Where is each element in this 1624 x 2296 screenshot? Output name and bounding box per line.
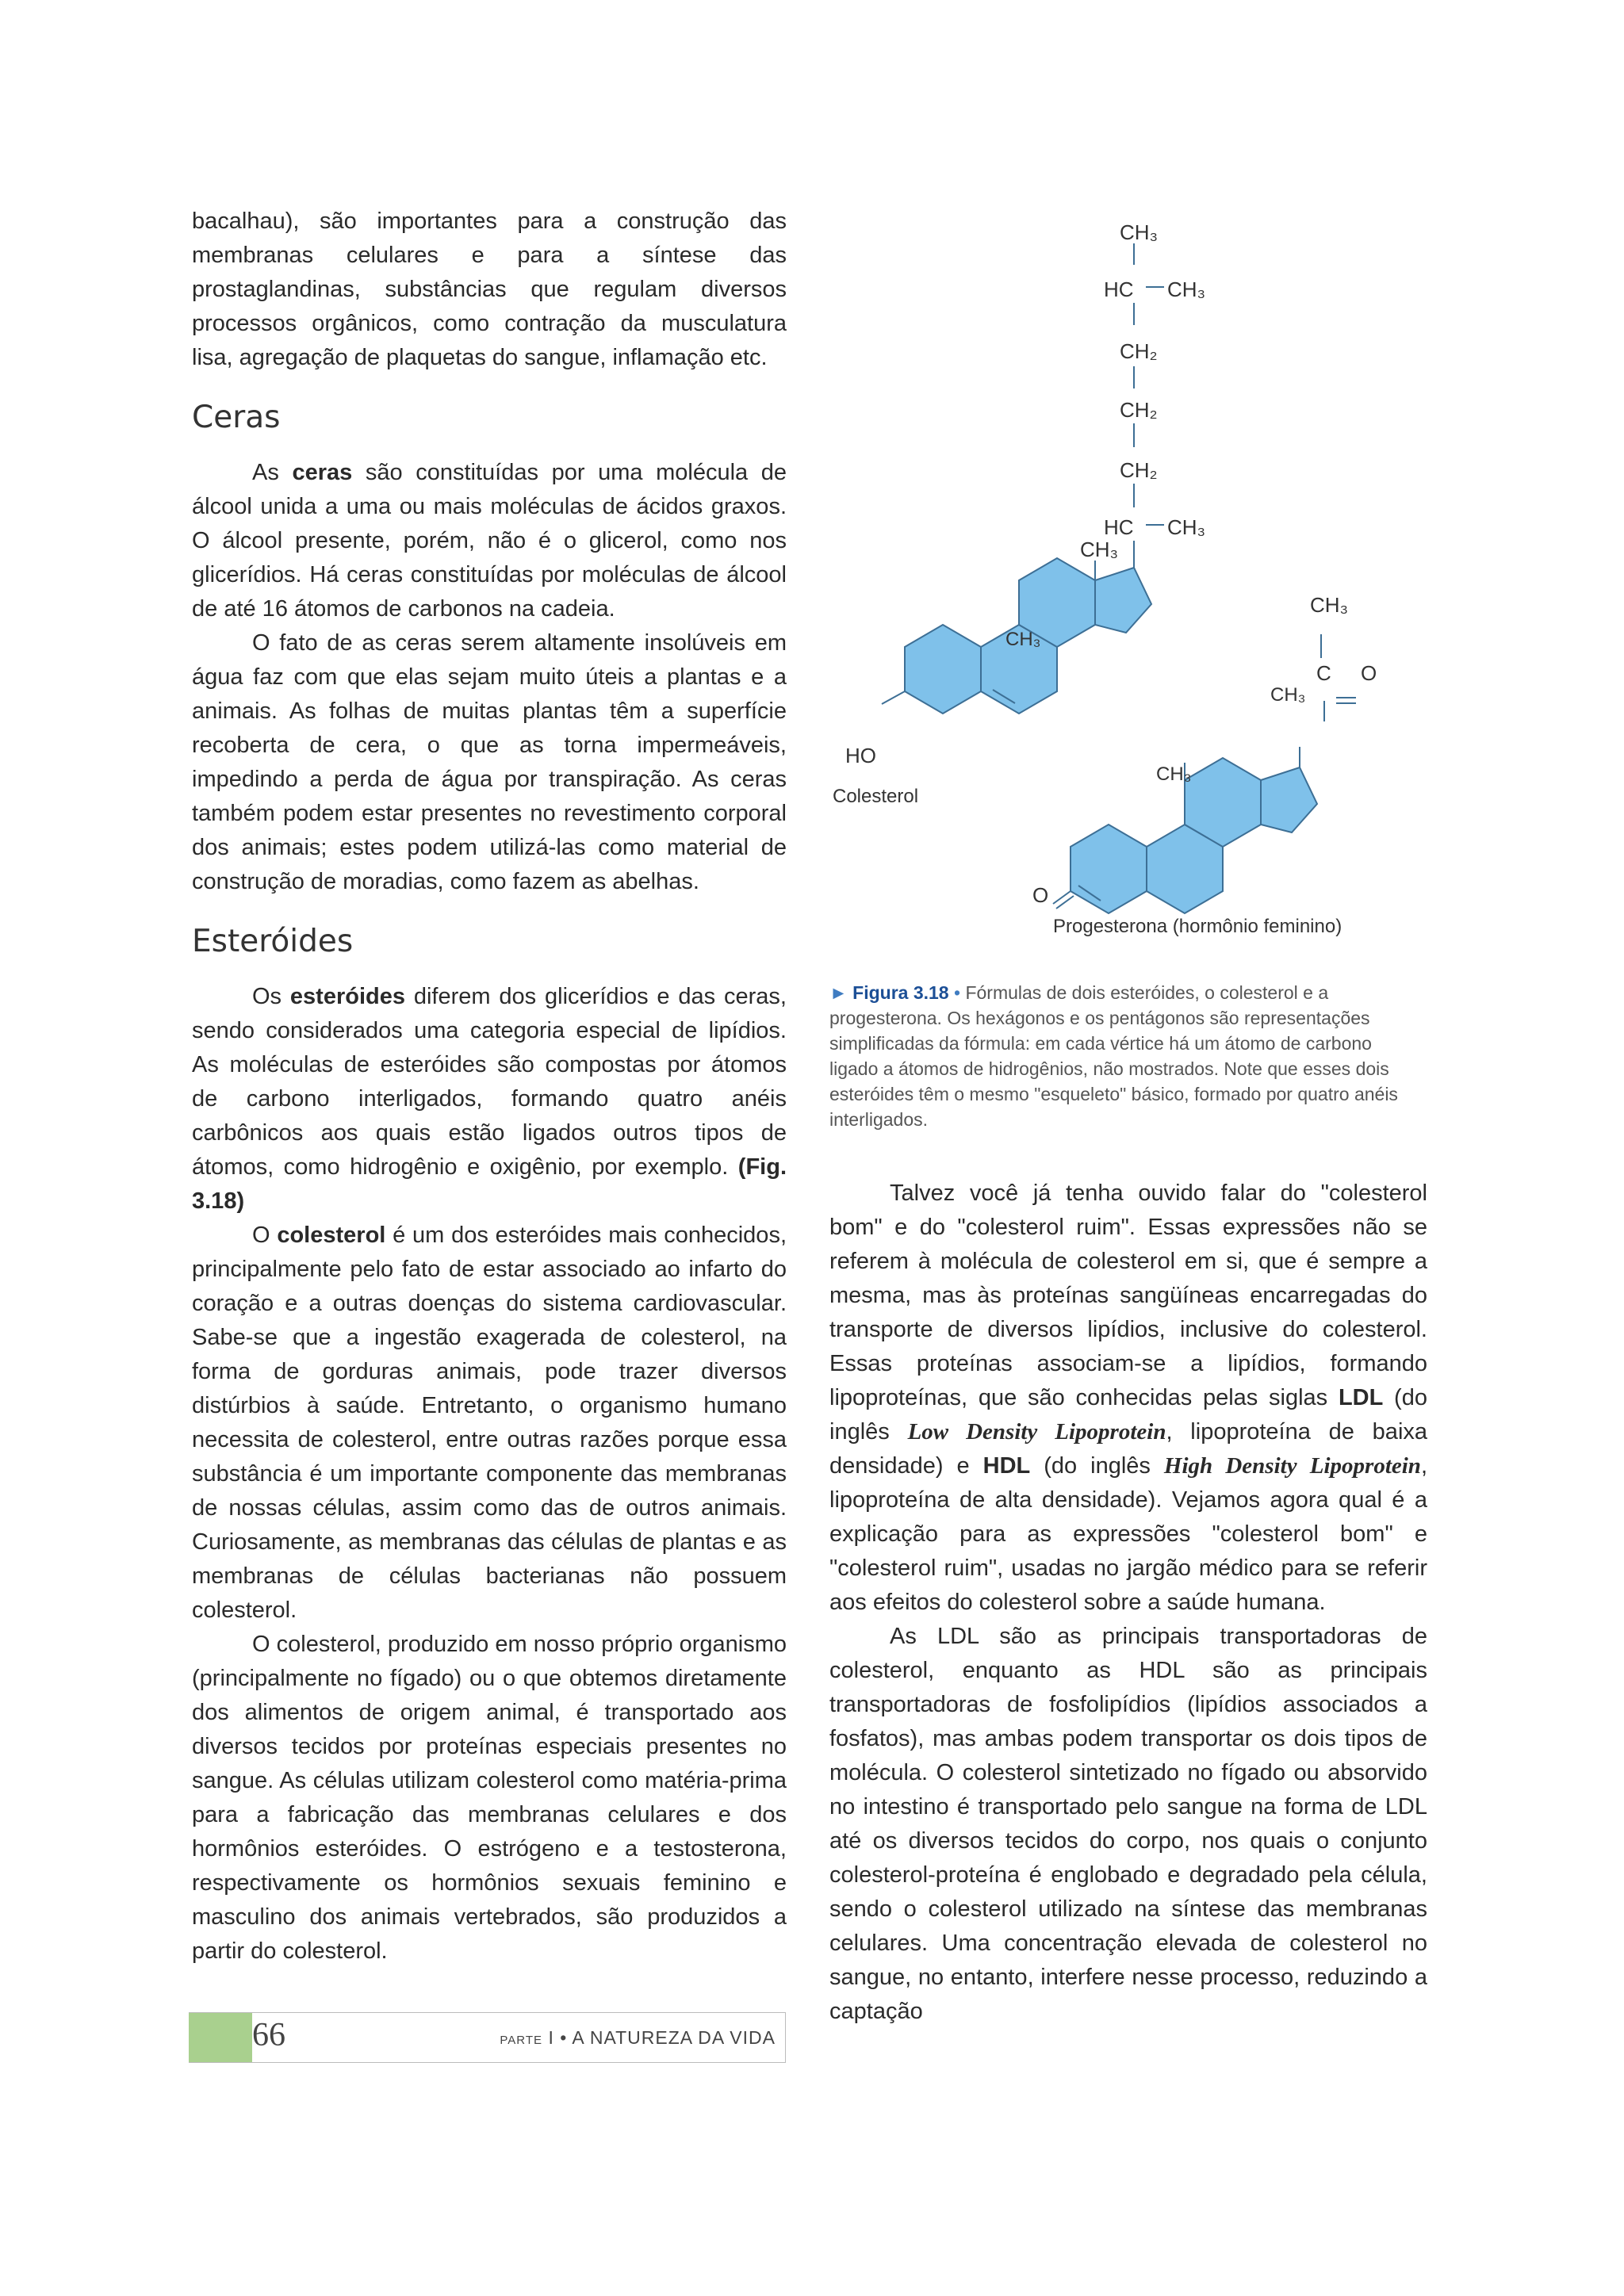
atom-o-ketone: O xyxy=(1032,883,1049,907)
atom-c-carbonyl: C xyxy=(1316,661,1331,685)
right-column xyxy=(829,1177,1427,2029)
atom-ho: HO xyxy=(845,744,876,767)
atom-ch2-2: CH₂ xyxy=(1120,398,1158,422)
atom-ch3-prog-ring-b: CH₃ xyxy=(1156,763,1192,785)
esteroides-paragraph-2: O colesterol é um dos esteróides mais conhecidos, principalmente pelo fato de estar associado ao infarto do coração e a outras doenças do sistema cardiovascular. Sabe-se que a ingestão exagerada de colesterol, na forma de gorduras animais, pode trazer diversos distúrbios à saúde. Entretanto, o organismo humano necessita de colesterol, entre outras razões porque essa substância é um importante componente das membranas de nossas células, assim como das de outros animais. Curiosamente, as membranas das células de plantas e as membranas de células bacterianas não possuem colesterol. xyxy=(192,1223,787,1623)
keyword-ceras: ceras xyxy=(292,460,353,485)
page-number-box xyxy=(189,2013,252,2062)
atom-ch2-3: CH₂ xyxy=(1120,458,1158,482)
label-colesterol: Colesterol xyxy=(833,786,919,807)
ceras-paragraph-2: O fato de as ceras serem altamente insolúveis em água faz com que elas sejam muito úteis a plantas e a animais. As folhas de muitas plantas têm a superfície recoberta de cera, o que as torna impermeáveis, impedindo a perda de água por transpiração. As ceras também podem estar presentes no revestimento corporal dos animais; estes podem utilizá-las como material de construção de moradias, como fazem as abelhas. xyxy=(192,630,787,894)
keyword-colesterol: colesterol xyxy=(277,1223,386,1248)
atom-o-carbonyl: O xyxy=(1361,661,1377,685)
caption-label: Figura 3.18 xyxy=(852,982,949,1003)
figure-caption xyxy=(829,980,1410,1132)
page-footer xyxy=(189,2012,786,2063)
abbr-hdl: HDL xyxy=(982,1453,1031,1479)
atom-ch3-ring-b: CH₃ xyxy=(1005,629,1041,650)
ceras-paragraph-1: As ceras são constituídas por uma molécula de álcool unida a uma ou mais moléculas de ácidos graxos. O álcool presente, porém, não é o glicerol, como nos glicerídios. Há ceras constituídas por moléculas de álcool de até 16 átomos de carbonos na cadeia. xyxy=(192,460,787,622)
lipoprotein-paragraph-2: As LDL são as principais transportadoras de colesterol, enquanto as HDL são as principais transportadoras de fosfolipídios (lipídios associados a fosfatos), mas ambas podem transportar os dois tipos de molécula. O colesterol sintetizado no fígado ou absorvido no intestino é transportado pelo sangue na forma de LDL até os diversos tecidos do corpo, nos quais o conjunto colesterol-proteína é englobado e degradado pela célula, sendo o colesterol utilizado na síntese das membranas celulares. Uma concentração elevada de colesterol no sangue, no entanto, interfere nesse processo, reduzindo a captação xyxy=(829,1624,1427,2024)
hdl-full-name: High Density Lipoprotein xyxy=(1163,1453,1421,1479)
section-heading-esteroides: Esteróides xyxy=(192,924,354,959)
caption-arrow-icon: ► xyxy=(829,982,848,1003)
caption-bullet: • xyxy=(953,982,961,1003)
colesterol-ring-d xyxy=(1095,568,1151,633)
colesterol-ring-a xyxy=(905,625,981,714)
steroid-diagram xyxy=(825,208,1443,937)
atom-hc-lower: HC xyxy=(1104,515,1134,539)
running-head: PARTE I • A NATUREZA DA VIDA xyxy=(500,2027,776,2048)
atom-ch3-branch-upper: CH₃ xyxy=(1167,277,1206,301)
esteroides-paragraph-3: O colesterol, produzido em nosso próprio organismo (principalmente no fígado) ou o que obtemos diretamente dos alimentos de origem animal, é transportado aos diversos tecidos por proteínas especiais presentes no sangue. As células utilizam colesterol como matéria-prima para a fabricação das membranas celulares e dos hormônios esteróides. O estrógeno e a testosterona, respectivamente os hormônios sexuais feminino e masculino dos animais vertebrados, são produzidos a partir do colesterol. xyxy=(192,1632,787,1964)
ldl-full-name: Low Density Lipoprotein xyxy=(907,1419,1166,1445)
caption-text: Fórmulas de dois esteróides, o colesterol e a progesterona. Os hexágonos e os pentágonos são representações simplificadas da fórmula: em cada vértice há um átomo de carbono ligado a átomos de hidrogênios, não mostrados. Note que esses dois esteróides têm o mesmo "esqueleto" básico, formado por quatro anéis interligados. xyxy=(829,982,1398,1130)
atom-ch3-ring-d: CH₃ xyxy=(1080,538,1119,561)
progesterona-ring-d xyxy=(1261,767,1317,832)
section-heading-ceras: Ceras xyxy=(192,400,281,435)
figure-reference: (Fig. 3.18) xyxy=(192,1154,787,1214)
abbr-ldl: LDL xyxy=(1338,1385,1384,1410)
lipoprotein-paragraph-1: Talvez você já tenha ouvido falar do "colesterol bom" e do "colesterol ruim". Essas expressões não se referem à molécula de colesterol em si, que é sempre a mesma, mas às proteínas sangüíneas encarregadas do transporte de diversos lipídios, inclusive do colesterol. Essas proteínas associam-se a lipídios, formando lipoproteínas, que são conhecidas pelas siglas LDL (do inglês Low Density Lipoprotein, lipoproteína de baixa densidade) e HDL (do inglês High Density Lipoprotein, lipoproteína de alta densidade). Vejamos agora qual é a explicação para as expressões "colesterol bom" e "colesterol ruim", usadas no jargão médico para se referir aos efeitos do colesterol sobre a saúde humana. xyxy=(829,1181,1428,1615)
atom-ch2-1: CH₂ xyxy=(1120,339,1158,363)
label-progesterona: Progesterona (hormônio feminino) xyxy=(1053,916,1342,937)
atom-ch3-prog-ring-d: CH₃ xyxy=(1270,684,1306,706)
atom-ch3-top: CH₃ xyxy=(1120,220,1159,244)
intro-paragraph: bacalhau), são importantes para a construção das membranas celulares e para a síntese das prostaglandinas, substâncias que regulam diversos processos orgânicos, como contração da musculatura lisa, agregação de plaquetas do sangue, inflamação etc. xyxy=(192,209,787,370)
atom-ch3-acetyl: CH₃ xyxy=(1310,593,1349,617)
keyword-esteroides: esteróides xyxy=(289,984,405,1009)
steroid-structures-figure xyxy=(825,208,1443,937)
atom-ch3-branch-lower: CH₃ xyxy=(1167,515,1206,539)
left-column xyxy=(192,205,787,1969)
progesterona-ring-a xyxy=(1071,825,1147,913)
page-number: 66 xyxy=(252,2017,285,2053)
atom-hc-upper: HC xyxy=(1104,277,1134,301)
esteroides-paragraph-1: Os esteróides diferem dos glicerídios e das ceras, sendo considerados uma categoria especial de lipídios. As moléculas de esteróides são compostas por átomos de carbono interligados, formando quatro anéis carbônicos aos quais estão ligados outros tipos de átomos, como hidrogênio e oxigênio, por exemplo. (Fig. 3.18) xyxy=(192,984,787,1214)
